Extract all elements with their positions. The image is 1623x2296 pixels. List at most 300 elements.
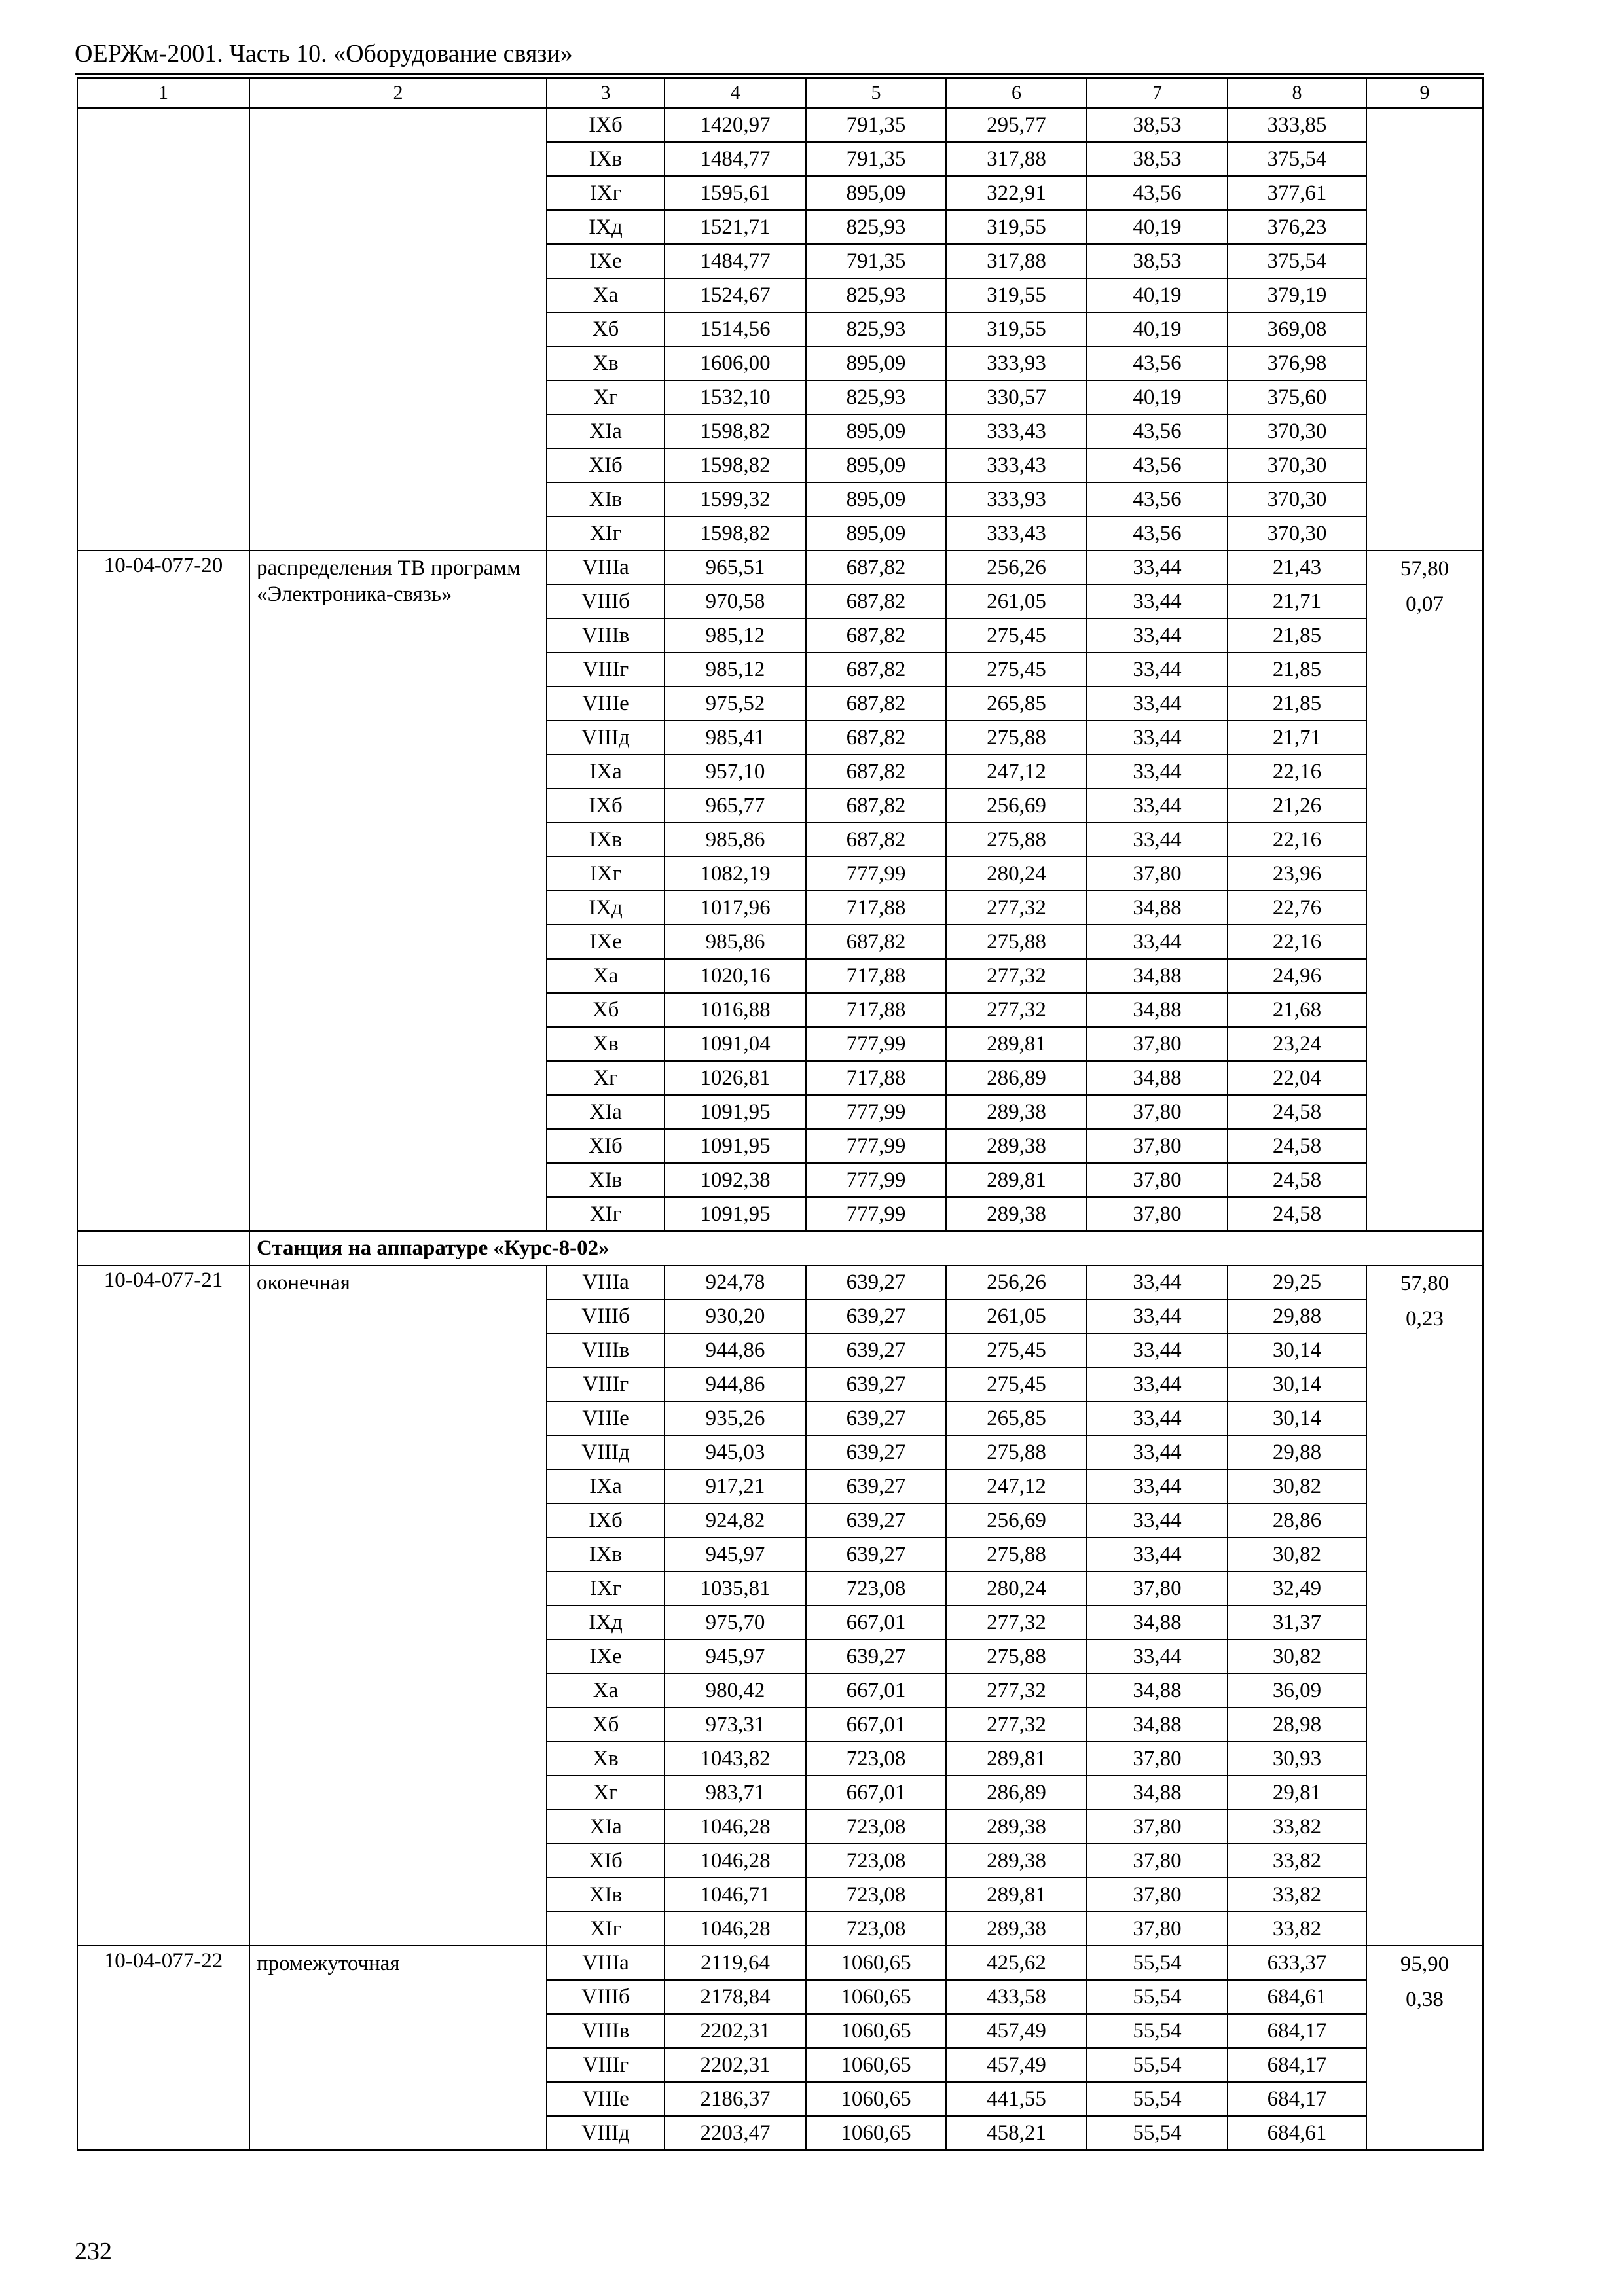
value-cell: 667,01 — [806, 1605, 946, 1640]
value-cell: 34,88 — [1087, 1605, 1228, 1640]
value-cell: 31,37 — [1228, 1605, 1366, 1640]
value-cell: 425,62 — [946, 1946, 1087, 1980]
value-cell: 319,55 — [946, 312, 1087, 346]
value-cell: 261,05 — [946, 1299, 1087, 1333]
value-cell: 280,24 — [946, 857, 1087, 891]
value-cell: 441,55 — [946, 2082, 1087, 2116]
value-cell: 21,71 — [1228, 584, 1366, 619]
value-cell: 21,68 — [1228, 993, 1366, 1027]
value-cell: 30,14 — [1228, 1367, 1366, 1401]
value-cell: 639,27 — [806, 1469, 946, 1503]
voltage-class-cell: XIв — [547, 1163, 665, 1197]
value-cell: 965,51 — [665, 550, 806, 584]
value-cell: 289,81 — [946, 1163, 1087, 1197]
value-cell: 684,17 — [1228, 2082, 1366, 2116]
value-cell: 687,82 — [806, 584, 946, 619]
value-cell: 24,58 — [1228, 1095, 1366, 1129]
voltage-class-cell: IXд — [547, 891, 665, 925]
value-cell: 275,88 — [946, 823, 1087, 857]
value-cell: 55,54 — [1087, 2048, 1228, 2082]
column-number-3: 3 — [547, 78, 665, 108]
column-9-value: 57,80 — [1400, 1272, 1450, 1295]
value-cell: 667,01 — [806, 1674, 946, 1708]
value-cell: 37,80 — [1087, 1129, 1228, 1163]
value-cell: 333,43 — [946, 414, 1087, 448]
value-cell: 1060,65 — [806, 2082, 946, 2116]
value-cell: 1082,19 — [665, 857, 806, 891]
value-cell: 33,44 — [1087, 550, 1228, 584]
table-row — [77, 1265, 1483, 1299]
value-cell: 33,44 — [1087, 1435, 1228, 1469]
value-cell: 717,88 — [806, 1061, 946, 1095]
value-cell: 37,80 — [1087, 1878, 1228, 1912]
rate-code: 10-04-077-22 — [77, 1946, 249, 2150]
value-cell: 256,26 — [946, 550, 1087, 584]
value-cell: 1060,65 — [806, 2014, 946, 2048]
value-cell: 370,30 — [1228, 516, 1366, 550]
column-number-9: 9 — [1366, 78, 1483, 108]
value-cell: 985,12 — [665, 619, 806, 653]
value-cell: 1046,28 — [665, 1912, 806, 1946]
voltage-class-cell: XIв — [547, 1878, 665, 1912]
value-cell: 457,49 — [946, 2048, 1087, 2082]
value-cell: 1484,77 — [665, 244, 806, 278]
value-cell: 289,81 — [946, 1742, 1087, 1776]
value-cell: 639,27 — [806, 1503, 946, 1537]
voltage-class-cell: XIб — [547, 1129, 665, 1163]
value-cell: 275,88 — [946, 1435, 1087, 1469]
voltage-class-cell: XIа — [547, 414, 665, 448]
value-cell: 930,20 — [665, 1299, 806, 1333]
value-cell: 33,44 — [1087, 721, 1228, 755]
value-cell: 275,88 — [946, 925, 1087, 959]
value-cell: 22,04 — [1228, 1061, 1366, 1095]
value-cell: 38,53 — [1087, 142, 1228, 176]
value-cell: 376,98 — [1228, 346, 1366, 380]
voltage-class-cell: Xг — [547, 1061, 665, 1095]
value-cell: 973,31 — [665, 1708, 806, 1742]
value-cell: 36,09 — [1228, 1674, 1366, 1708]
voltage-class-cell: IXг — [547, 857, 665, 891]
column-number-row — [77, 78, 1483, 108]
voltage-class-cell: VIIIв — [547, 2014, 665, 2048]
value-cell: 38,53 — [1087, 108, 1228, 142]
value-cell: 369,08 — [1228, 312, 1366, 346]
value-cell: 370,30 — [1228, 414, 1366, 448]
value-cell: 917,21 — [665, 1469, 806, 1503]
voltage-class-cell: Xв — [547, 346, 665, 380]
rate-code: 10-04-077-20 — [77, 550, 249, 1231]
value-cell: 2186,37 — [665, 2082, 806, 2116]
value-cell: 1017,96 — [665, 891, 806, 925]
value-cell: 717,88 — [806, 891, 946, 925]
voltage-class-cell: IXа — [547, 1469, 665, 1503]
value-cell: 639,27 — [806, 1640, 946, 1674]
value-cell: 40,19 — [1087, 278, 1228, 312]
voltage-class-cell: XIг — [547, 1197, 665, 1231]
rate-name — [249, 108, 547, 550]
value-cell: 247,12 — [946, 755, 1087, 789]
voltage-class-cell: VIIIа — [547, 1946, 665, 1980]
value-cell: 38,53 — [1087, 244, 1228, 278]
value-cell: 55,54 — [1087, 1946, 1228, 1980]
section-row — [77, 1231, 1483, 1265]
value-cell: 723,08 — [806, 1912, 946, 1946]
value-cell: 1016,88 — [665, 993, 806, 1027]
voltage-class-cell: Xв — [547, 1742, 665, 1776]
value-cell: 29,25 — [1228, 1265, 1366, 1299]
voltage-class-cell: Xа — [547, 959, 665, 993]
value-cell: 1420,97 — [665, 108, 806, 142]
voltage-class-cell: Xа — [547, 278, 665, 312]
rate-name: промежуточная — [249, 1946, 547, 2150]
value-cell: 275,88 — [946, 1640, 1087, 1674]
value-cell: 1598,82 — [665, 516, 806, 550]
value-cell: 1060,65 — [806, 2048, 946, 2082]
value-cell: 289,81 — [946, 1027, 1087, 1061]
value-cell: 37,80 — [1087, 857, 1228, 891]
value-cell: 333,85 — [1228, 108, 1366, 142]
voltage-class-cell: VIIIг — [547, 653, 665, 687]
voltage-class-cell: VIIIв — [547, 619, 665, 653]
voltage-class-cell: XIв — [547, 482, 665, 516]
value-cell: 895,09 — [806, 448, 946, 482]
value-cell: 983,71 — [665, 1776, 806, 1810]
value-cell: 330,57 — [946, 380, 1087, 414]
voltage-class-cell: VIIIд — [547, 2116, 665, 2150]
value-cell: 723,08 — [806, 1844, 946, 1878]
voltage-class-cell: VIIIв — [547, 1333, 665, 1367]
value-cell: 639,27 — [806, 1401, 946, 1435]
value-cell: 275,88 — [946, 721, 1087, 755]
column-number-7: 7 — [1087, 78, 1228, 108]
value-cell: 825,93 — [806, 312, 946, 346]
value-cell: 1060,65 — [806, 1980, 946, 2014]
value-cell: 944,86 — [665, 1333, 806, 1367]
value-cell: 639,27 — [806, 1333, 946, 1367]
value-cell: 723,08 — [806, 1571, 946, 1605]
value-cell: 33,44 — [1087, 687, 1228, 721]
column-9-value: 95,90 — [1400, 1952, 1450, 1976]
voltage-class-cell: XIб — [547, 1844, 665, 1878]
value-cell: 33,44 — [1087, 1299, 1228, 1333]
value-cell: 43,56 — [1087, 482, 1228, 516]
value-cell: 33,44 — [1087, 584, 1228, 619]
voltage-class-cell: IXб — [547, 1503, 665, 1537]
value-cell: 723,08 — [806, 1810, 946, 1844]
value-cell: 1043,82 — [665, 1742, 806, 1776]
value-cell: 639,27 — [806, 1265, 946, 1299]
column-9-cell — [1366, 1946, 1483, 2150]
value-cell: 717,88 — [806, 959, 946, 993]
value-cell: 1595,61 — [665, 176, 806, 210]
value-cell: 965,77 — [665, 789, 806, 823]
voltage-class-cell: IXб — [547, 789, 665, 823]
value-cell: 286,89 — [946, 1061, 1087, 1095]
voltage-class-cell: VIIIб — [547, 584, 665, 619]
value-cell: 33,44 — [1087, 925, 1228, 959]
value-cell: 1598,82 — [665, 448, 806, 482]
value-cell: 289,38 — [946, 1912, 1087, 1946]
voltage-class-cell: Xб — [547, 1708, 665, 1742]
value-cell: 1532,10 — [665, 380, 806, 414]
value-cell: 1060,65 — [806, 1946, 946, 1980]
value-cell: 33,44 — [1087, 823, 1228, 857]
value-cell: 34,88 — [1087, 993, 1228, 1027]
value-cell: 265,85 — [946, 687, 1087, 721]
value-cell: 33,44 — [1087, 1333, 1228, 1367]
value-cell: 21,26 — [1228, 789, 1366, 823]
value-cell: 43,56 — [1087, 516, 1228, 550]
column-9-value: 57,80 — [1400, 557, 1450, 581]
column-number-5: 5 — [806, 78, 946, 108]
voltage-class-cell: XIа — [547, 1095, 665, 1129]
voltage-class-cell: Xб — [547, 312, 665, 346]
value-cell: 30,14 — [1228, 1401, 1366, 1435]
value-cell: 275,45 — [946, 1367, 1087, 1401]
value-cell: 33,82 — [1228, 1878, 1366, 1912]
voltage-class-cell: IXе — [547, 925, 665, 959]
value-cell: 376,23 — [1228, 210, 1366, 244]
value-cell: 317,88 — [946, 244, 1087, 278]
value-cell: 2202,31 — [665, 2014, 806, 2048]
value-cell: 22,16 — [1228, 755, 1366, 789]
value-cell: 458,21 — [946, 2116, 1087, 2150]
value-cell: 30,93 — [1228, 1742, 1366, 1776]
value-cell: 970,58 — [665, 584, 806, 619]
value-cell: 30,82 — [1228, 1640, 1366, 1674]
table-row — [77, 108, 1483, 142]
rate-name: распределения ТВ программ «Электроника-связь» — [249, 550, 547, 1231]
value-cell: 33,44 — [1087, 789, 1228, 823]
value-cell: 37,80 — [1087, 1163, 1228, 1197]
value-cell: 924,78 — [665, 1265, 806, 1299]
voltage-class-cell: Xг — [547, 380, 665, 414]
value-cell: 34,88 — [1087, 1061, 1228, 1095]
column-number-6: 6 — [946, 78, 1087, 108]
value-cell: 30,14 — [1228, 1333, 1366, 1367]
value-cell: 895,09 — [806, 414, 946, 448]
value-cell: 322,91 — [946, 176, 1087, 210]
column-9-value: 0,07 — [1406, 592, 1444, 616]
value-cell: 22,76 — [1228, 891, 1366, 925]
value-cell: 33,82 — [1228, 1912, 1366, 1946]
voltage-class-cell: VIIIе — [547, 2082, 665, 2116]
value-cell: 34,88 — [1087, 959, 1228, 993]
column-9-value: 0,38 — [1406, 1988, 1444, 2011]
value-cell: 22,16 — [1228, 925, 1366, 959]
value-cell: 980,42 — [665, 1674, 806, 1708]
value-cell: 777,99 — [806, 1129, 946, 1163]
value-cell: 33,44 — [1087, 755, 1228, 789]
value-cell: 985,86 — [665, 823, 806, 857]
value-cell: 777,99 — [806, 857, 946, 891]
column-number-8: 8 — [1228, 78, 1366, 108]
value-cell: 24,96 — [1228, 959, 1366, 993]
value-cell: 37,80 — [1087, 1742, 1228, 1776]
value-cell: 21,85 — [1228, 653, 1366, 687]
value-cell: 265,85 — [946, 1401, 1087, 1435]
value-cell: 687,82 — [806, 721, 946, 755]
value-cell: 37,80 — [1087, 1027, 1228, 1061]
voltage-class-cell: VIIIг — [547, 2048, 665, 2082]
value-cell: 985,86 — [665, 925, 806, 959]
value-cell: 2178,84 — [665, 1980, 806, 2014]
value-cell: 945,03 — [665, 1435, 806, 1469]
value-cell: 2203,47 — [665, 2116, 806, 2150]
value-cell: 791,35 — [806, 244, 946, 278]
voltage-class-cell: IXг — [547, 1571, 665, 1605]
value-cell: 37,80 — [1087, 1810, 1228, 1844]
value-cell: 2119,64 — [665, 1946, 806, 1980]
table-row — [77, 1946, 1483, 1980]
value-cell: 275,45 — [946, 653, 1087, 687]
value-cell: 687,82 — [806, 789, 946, 823]
value-cell: 289,81 — [946, 1878, 1087, 1912]
value-cell: 33,44 — [1087, 653, 1228, 687]
value-cell: 29,88 — [1228, 1435, 1366, 1469]
value-cell: 277,32 — [946, 891, 1087, 925]
value-cell: 1046,71 — [665, 1878, 806, 1912]
voltage-class-cell: VIIIд — [547, 721, 665, 755]
value-cell: 687,82 — [806, 619, 946, 653]
value-cell: 33,82 — [1228, 1810, 1366, 1844]
value-cell: 30,82 — [1228, 1469, 1366, 1503]
section-title: Станция на аппаратуре «Курс-8-02» — [249, 1231, 1483, 1265]
value-cell: 379,19 — [1228, 278, 1366, 312]
column-9-value: 0,23 — [1406, 1307, 1444, 1331]
value-cell: 895,09 — [806, 176, 946, 210]
value-cell: 791,35 — [806, 142, 946, 176]
column-9-cell — [1366, 108, 1483, 550]
value-cell: 21,43 — [1228, 550, 1366, 584]
voltage-class-cell: XIа — [547, 1810, 665, 1844]
rate-code: 10-04-077-21 — [77, 1265, 249, 1946]
value-cell: 286,89 — [946, 1776, 1087, 1810]
voltage-class-cell: IXд — [547, 1605, 665, 1640]
value-cell: 289,38 — [946, 1197, 1087, 1231]
value-cell: 684,17 — [1228, 2048, 1366, 2082]
value-cell: 375,54 — [1228, 244, 1366, 278]
value-cell: 33,44 — [1087, 1503, 1228, 1537]
value-cell: 277,32 — [946, 993, 1087, 1027]
value-cell: 289,38 — [946, 1095, 1087, 1129]
value-cell: 333,43 — [946, 448, 1087, 482]
column-number-1: 1 — [77, 78, 249, 108]
value-cell: 34,88 — [1087, 1674, 1228, 1708]
voltage-class-cell: IXд — [547, 210, 665, 244]
voltage-class-cell: IXе — [547, 244, 665, 278]
value-cell: 33,44 — [1087, 1265, 1228, 1299]
column-number-2: 2 — [249, 78, 547, 108]
value-cell: 825,93 — [806, 210, 946, 244]
voltage-class-cell: VIIIе — [547, 687, 665, 721]
value-cell: 639,27 — [806, 1537, 946, 1571]
value-cell: 1091,95 — [665, 1129, 806, 1163]
value-cell: 29,88 — [1228, 1299, 1366, 1333]
value-cell: 895,09 — [806, 482, 946, 516]
value-cell: 825,93 — [806, 380, 946, 414]
voltage-class-cell: IXа — [547, 755, 665, 789]
value-cell: 55,54 — [1087, 2014, 1228, 2048]
value-cell: 944,86 — [665, 1367, 806, 1401]
value-cell: 55,54 — [1087, 2082, 1228, 2116]
value-cell: 33,44 — [1087, 1401, 1228, 1435]
value-cell: 28,98 — [1228, 1708, 1366, 1742]
value-cell: 43,56 — [1087, 414, 1228, 448]
voltage-class-cell: IXб — [547, 108, 665, 142]
value-cell: 261,05 — [946, 584, 1087, 619]
voltage-class-cell: Xа — [547, 1674, 665, 1708]
value-cell: 791,35 — [806, 108, 946, 142]
value-cell: 32,49 — [1228, 1571, 1366, 1605]
value-cell: 684,61 — [1228, 1980, 1366, 2014]
value-cell: 275,88 — [946, 1537, 1087, 1571]
value-cell: 1484,77 — [665, 142, 806, 176]
column-9-cell — [1366, 1265, 1483, 1946]
page-number: 232 — [75, 2238, 112, 2265]
value-cell: 21,71 — [1228, 721, 1366, 755]
value-cell: 457,49 — [946, 2014, 1087, 2048]
value-cell: 43,56 — [1087, 448, 1228, 482]
value-cell: 1599,32 — [665, 482, 806, 516]
value-cell: 723,08 — [806, 1742, 946, 1776]
value-cell: 319,55 — [946, 278, 1087, 312]
rates-table — [77, 77, 1484, 2151]
value-cell: 377,61 — [1228, 176, 1366, 210]
voltage-class-cell: VIIIе — [547, 1401, 665, 1435]
value-cell: 687,82 — [806, 925, 946, 959]
value-cell: 1091,04 — [665, 1027, 806, 1061]
voltage-class-cell: XIб — [547, 448, 665, 482]
value-cell: 23,96 — [1228, 857, 1366, 891]
rate-name: оконечная — [249, 1265, 547, 1946]
value-cell: 33,44 — [1087, 1469, 1228, 1503]
value-cell: 895,09 — [806, 516, 946, 550]
value-cell: 37,80 — [1087, 1197, 1228, 1231]
value-cell: 277,32 — [946, 959, 1087, 993]
voltage-class-cell: IXв — [547, 142, 665, 176]
voltage-class-cell: VIIIд — [547, 1435, 665, 1469]
value-cell: 43,56 — [1087, 176, 1228, 210]
value-cell: 975,52 — [665, 687, 806, 721]
value-cell: 333,43 — [946, 516, 1087, 550]
voltage-class-cell: IXе — [547, 1640, 665, 1674]
value-cell: 1020,16 — [665, 959, 806, 993]
value-cell: 433,58 — [946, 1980, 1087, 2014]
value-cell: 40,19 — [1087, 380, 1228, 414]
value-cell: 639,27 — [806, 1435, 946, 1469]
value-cell: 945,97 — [665, 1640, 806, 1674]
value-cell: 985,41 — [665, 721, 806, 755]
value-cell: 275,45 — [946, 1333, 1087, 1367]
value-cell: 24,58 — [1228, 1163, 1366, 1197]
voltage-class-cell: Xг — [547, 1776, 665, 1810]
column-number-4: 4 — [665, 78, 806, 108]
value-cell: 33,82 — [1228, 1844, 1366, 1878]
voltage-class-cell: Xв — [547, 1027, 665, 1061]
value-cell: 29,81 — [1228, 1776, 1366, 1810]
table-row — [77, 550, 1483, 584]
value-cell: 289,38 — [946, 1844, 1087, 1878]
voltage-class-cell: VIIIг — [547, 1367, 665, 1401]
voltage-class-cell: XIг — [547, 1912, 665, 1946]
value-cell: 280,24 — [946, 1571, 1087, 1605]
value-cell: 370,30 — [1228, 448, 1366, 482]
value-cell: 34,88 — [1087, 891, 1228, 925]
value-cell: 21,85 — [1228, 619, 1366, 653]
value-cell: 687,82 — [806, 550, 946, 584]
